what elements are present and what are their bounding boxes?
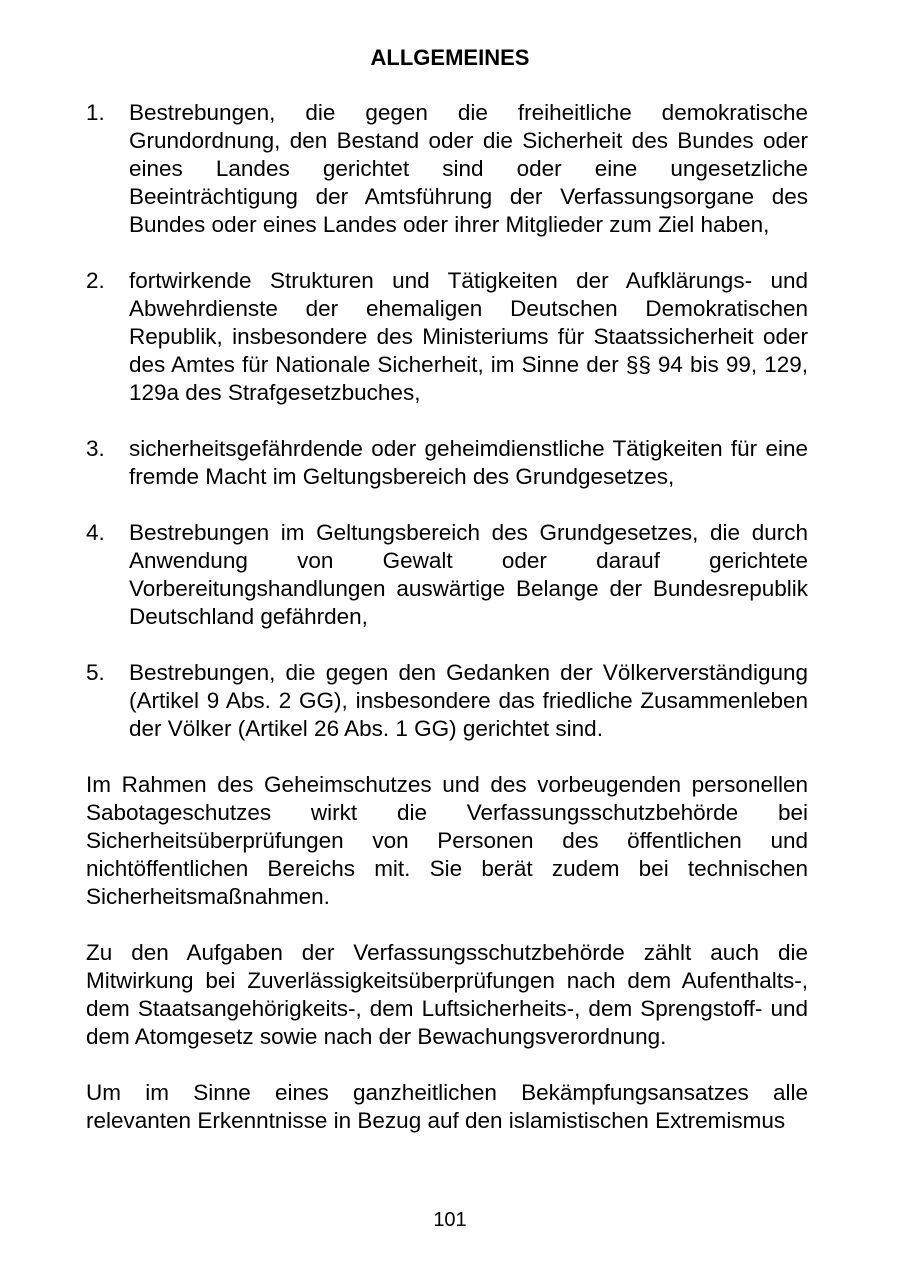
section-heading: ALLGEMEINES [370, 45, 530, 70]
body-paragraph: Um im Sinne eines ganzheitlichen Bekämpfungsansatzes alle relevanten Erkenntnisse in Bezug auf den islamistischen Extremismus [86, 1080, 808, 1133]
list-item-number: 3. [86, 436, 105, 461]
list-item [86, 659, 808, 743]
list-item-text: Bestrebungen, die gegen den Gedanken der Völkerverständigung (Artikel 9 Abs. 2 GG), insbesondere das friedliche Zusammenleben der Völker (Artikel 26 Abs. 1 GG) gerichtet sind. [129, 660, 808, 741]
body-paragraph: Im Rahmen des Geheimschutzes und des vorbeugenden personellen Sabotageschutzes wirkt die Verfassungsschutzbehörde bei Sicherheitsüberprüfungen von Personen des öffentlichen und nichtöffentlichen Bereichs mit. Sie berät zudem bei technischen Sicherheitsmaßnahmen. [86, 772, 808, 909]
list-item [86, 99, 808, 239]
body-content [86, 99, 808, 1135]
list-item [86, 435, 808, 491]
list-item-number: 4. [86, 520, 105, 545]
list-item-text: Bestrebungen, die gegen die freiheitliche demokratische Grundordnung, den Bestand oder die Sicherheit des Bundes oder eines Landes gerichtet sind oder eine ungesetzliche Beeinträchtigung der Amtsführung der Verfassungsorgane des Bundes oder eines Landes oder ihrer Mitglieder zum Ziel haben, [129, 100, 808, 237]
list-item [86, 519, 808, 631]
page-number: 101 [433, 1209, 467, 1231]
list-item-text: sicherheitsgefährdende oder geheimdienstliche Tätigkeiten für eine fremde Macht im Geltungsbereich des Grundgesetzes, [129, 436, 808, 489]
list-item-number: 2. [86, 268, 105, 293]
list-item-text: Bestrebungen im Geltungsbereich des Grundgesetzes, die durch Anwendung von Gewalt oder darauf gerichtete Vorbereitungshandlungen auswärtige Belange der Bundesrepublik Deutschland gefährden, [129, 520, 808, 629]
list-item [86, 267, 808, 407]
list-item-number: 1. [86, 100, 105, 125]
list-item-text: fortwirkende Strukturen und Tätigkeiten der Aufklärungs- und Abwehrdienste der ehemaligen Deutschen Demokratischen Republik, insbesondere des Ministeriums für Staatssicherheit oder des Amtes für Nationale Sicherheit, im Sinne der §§ 94 bis 99, 129, 129a des Strafgesetzbuches, [129, 268, 808, 405]
body-paragraph: Zu den Aufgaben der Verfassungsschutzbehörde zählt auch die Mitwirkung bei Zuverlässigkeitsüberprüfungen nach dem Aufenthalts-, dem Staatsangehörigkeits-, dem Luftsicherheits-, dem Sprengstoff- und dem Atomgesetz sowie nach der Bewachungsverordnung. [86, 940, 808, 1049]
list-item-number: 5. [86, 660, 105, 685]
